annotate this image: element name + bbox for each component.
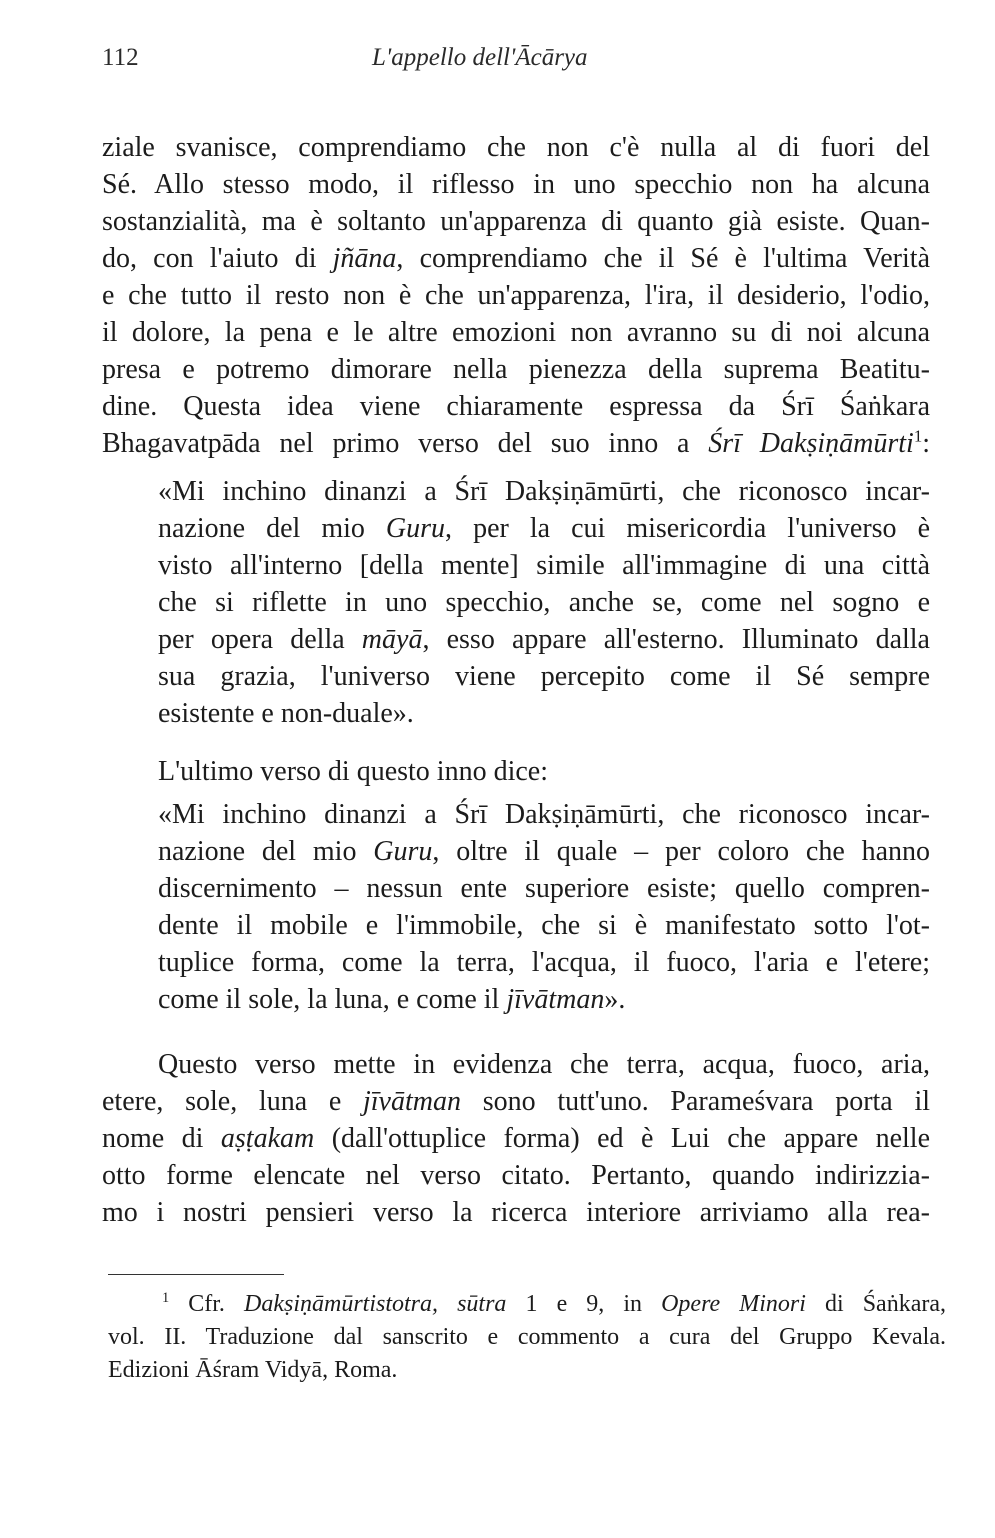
quote-2-line: nazione del mio Guru, oltre il quale – per coloro che hanno (158, 836, 930, 867)
paragraph-1-line: e che tutto il resto non è che un'apparenza, l'ira, il desiderio, l'odio, (102, 280, 930, 311)
paragraph-1-line: presa e potremo dimorare nella pienezza della suprema Beatitu- (102, 354, 930, 385)
page-number: 112 (102, 44, 139, 71)
quote-1-line: che si riflette in uno specchio, anche se, come nel sogno e (158, 587, 930, 618)
paragraph-2-line: nome di aṣṭakam (dall'ottuplice forma) ed è Lui che appare nelle (102, 1123, 930, 1154)
page-header (102, 44, 932, 78)
term-jivatman: jīvātman (506, 984, 605, 1015)
paragraph-1-line: Bhagavatpāda nel primo verso del suo inno a Śrī Dakṣiṇāmūrti$^1$: (102, 426, 930, 459)
footnote-line: Edizioni Āśram Vidyā, Roma. (108, 1357, 398, 1383)
intro-line: L'ultimo verso di questo inno dice: (158, 756, 548, 787)
footnote-rule (108, 1274, 284, 1275)
footnote-book-title: Opere Minori (661, 1291, 806, 1317)
paragraph-2-line: mo i nostri pensieri verso la ricerca interiore arriviamo alla rea- (102, 1197, 930, 1228)
hymn-title: Śrī Dakṣiṇāmūrti (708, 428, 914, 459)
term-guru: Guru (373, 836, 433, 867)
footnote-reference: 1 (913, 426, 923, 446)
term-guru: Guru (385, 513, 446, 544)
term-astakam: aṣṭakam (220, 1123, 315, 1154)
quote-2-line: come il sole, la luna, e come il jīvātman». (158, 984, 626, 1015)
paragraph-2-line: etere, sole, luna e jīvātman sono tutt'uno. Parameśvara porta il (102, 1086, 930, 1117)
quote-1-line: esistente e non-duale». (158, 698, 414, 729)
footnote-line: $^1$ Cfr. Dakṣiṇāmūrtistotra, sūtra 1 e 9, in Opere Minori di Śaṅkara, (162, 1290, 946, 1317)
paragraph-1-line: sostanzialità, ma è soltanto un'apparenza di quanto già esiste. Quan- (102, 206, 930, 237)
paragraph-1-line: dine. Questa idea viene chiaramente espressa da Śrī Śaṅkara (102, 391, 930, 422)
quote-1-line: visto all'interno [della mente] simile all'immagine di una città (158, 550, 930, 581)
running-title: L'appello dell'Ācārya (372, 44, 588, 71)
quote-1-line: «Mi inchino dinanzi a Śrī Dakṣiṇāmūrti, che riconosco incar- (158, 476, 930, 507)
term-jnana: jñāna (332, 243, 397, 274)
footnote-line: vol. II. Traduzione dal sanscrito e commento a cura del Gruppo Kevala. (108, 1324, 946, 1350)
paragraph-2-line: otto forme elencate nel verso citato. Pertanto, quando indirizzia- (102, 1160, 930, 1191)
term-jivatman: jīvātman (363, 1086, 461, 1117)
footnote-marker: 1 (162, 1290, 170, 1306)
paragraph-1-line: do, con l'aiuto di jñāna, comprendiamo che il Sé è l'ultima Verità (102, 243, 930, 274)
quote-1-line: sua grazia, l'universo viene percepito come il Sé sempre (158, 661, 930, 692)
quote-2-line: dente il mobile e l'immobile, che si è manifestato sotto l'ot- (158, 910, 930, 941)
quote-2-line: discernimento – nessun ente superiore esiste; quello compren- (158, 873, 930, 904)
paragraph-1-line: ziale svanisce, comprendiamo che non c'è nulla al di fuori del (102, 132, 930, 163)
paragraph-2-line: Questo verso mette in evidenza che terra, acqua, fuoco, aria, (158, 1049, 930, 1080)
footnote-source-title: Dakṣiṇāmūrtistotra, sūtra (244, 1291, 507, 1317)
quote-1-line: per opera della māyā, esso appare all'esterno. Illuminato dalla (158, 624, 930, 655)
quote-1-line: nazione del mio Guru, per la cui misericordia l'universo è (158, 513, 931, 544)
quote-2-line: tuplice forma, come la terra, l'acqua, il fuoco, l'aria e l'etere; (158, 947, 930, 978)
paragraph-1-line: il dolore, la pena e le altre emozioni non avranno su di noi alcuna (102, 317, 930, 348)
paragraph-1-line: Sé. Allo stesso modo, il riflesso in uno specchio non ha alcuna (102, 169, 930, 200)
quote-2-line: «Mi inchino dinanzi a Śrī Dakṣiṇāmūrti, che riconosco incar- (158, 799, 930, 830)
term-maya: māyā (361, 624, 423, 655)
